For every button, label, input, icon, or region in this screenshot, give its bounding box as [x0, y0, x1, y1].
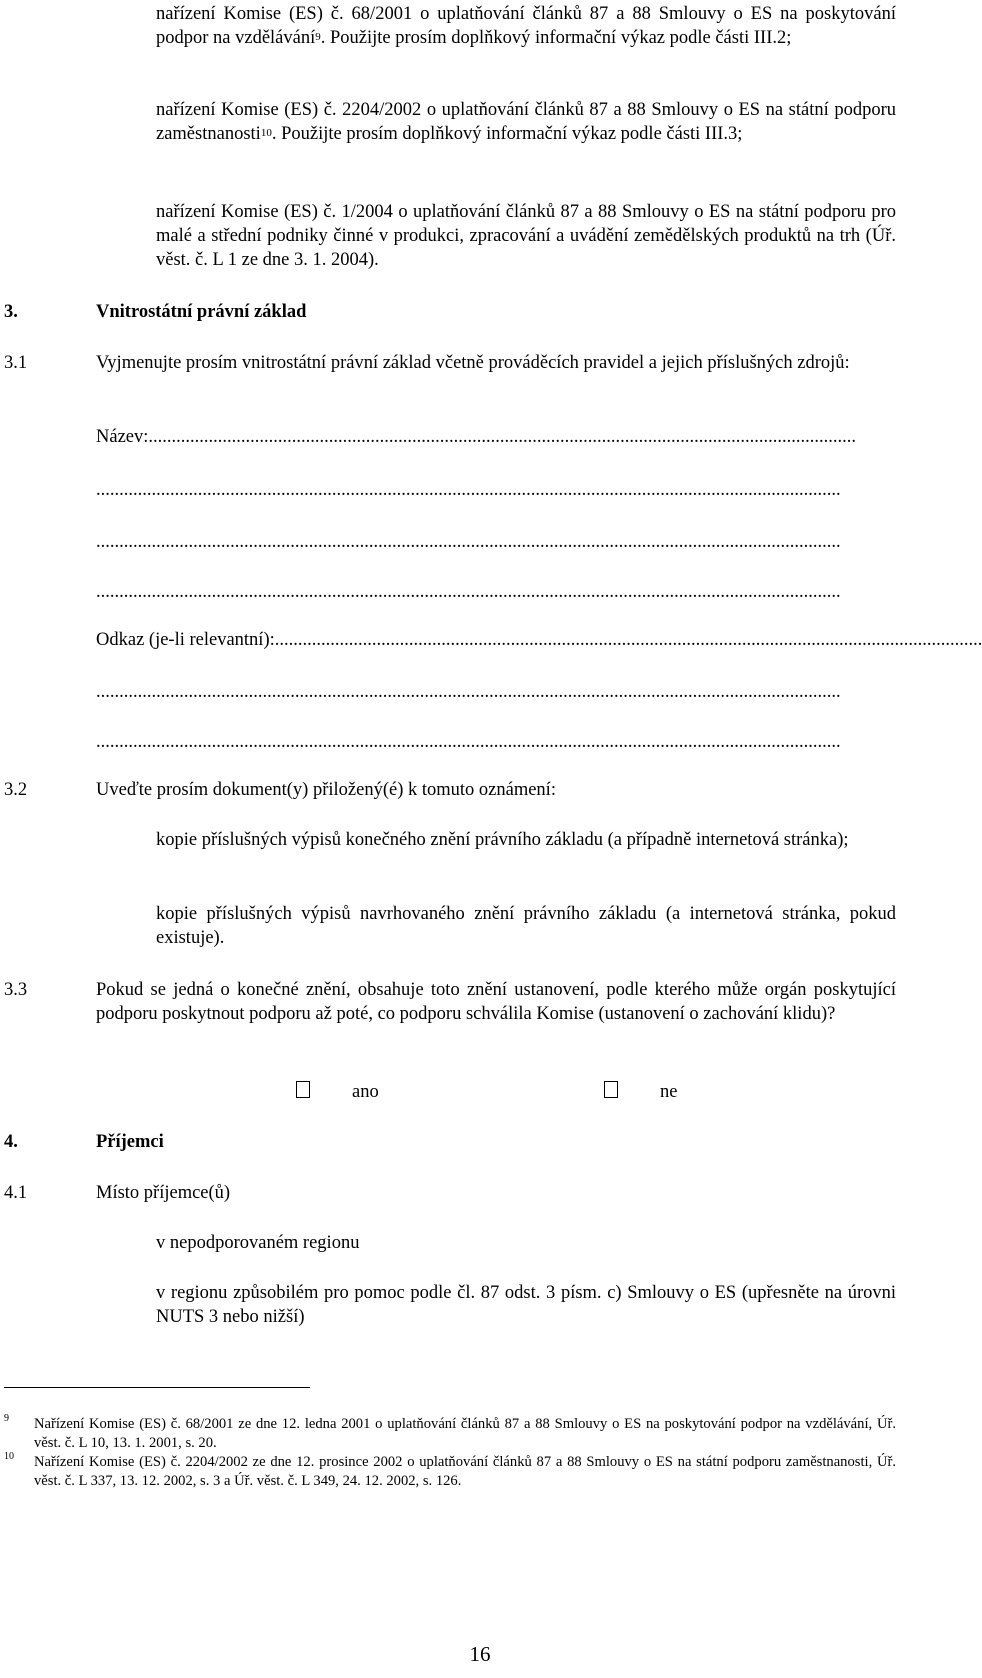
location-option-non-assisted-label: v nepodporovaném regionu	[156, 1233, 360, 1253]
section-3-number: 3.	[4, 302, 18, 322]
name-label: Název:	[96, 427, 149, 447]
regulation-item-3	[156, 200, 896, 272]
footnote-9-number: 9	[4, 1413, 9, 1424]
question-3-3-text: Pokud se jedná o konečné znění, obsahuje toto znění ustanovení, podle kterého může orgán poskytující podporu poskytnout podporu až poté, co podporu schválila Komise (ustanovení o zachování klidu)?	[96, 980, 896, 1024]
attachment-option-final[interactable]	[156, 828, 896, 852]
reference-field[interactable]: Odkaz (je-li relevantní):.........................................................................................................................................................	[96, 630, 982, 650]
attachment-option-draft-label: kopie příslušných výpisů navrhovaného znění právního základu (a internetová stránka, pokud existuje).	[156, 904, 896, 948]
regulation-item-1-tail: . Použijte prosím doplňkový informační výkaz podle části III.2;	[320, 28, 792, 48]
location-option-assisted[interactable]	[156, 1281, 896, 1329]
section-3-title: Vnitrostátní právní základ	[96, 302, 307, 322]
footnote-ref-9[interactable]: 9	[315, 31, 321, 43]
standstill-yes-option[interactable]	[296, 1080, 379, 1104]
checkbox-no-icon[interactable]	[604, 1081, 618, 1098]
footnote-10-number: 10	[4, 1451, 14, 1462]
regulation-item-1	[156, 2, 896, 50]
name-field-line-4[interactable]: .................................................................................................................................................................	[96, 582, 841, 602]
footnote-9-text: Nařízení Komise (ES) č. 68/2001 ze dne 12. ledna 2001 o uplatňování článků 87 a 88 Smlouvy o ES na poskytování podpor na vzdělávání, Úř. věst. č. L 10, 13. 1. 2001, s. 20.	[34, 1416, 896, 1451]
name-field-line-2[interactable]: .................................................................................................................................................................	[96, 480, 841, 500]
footnote-ref-10[interactable]: 10	[260, 127, 272, 139]
section-4-title: Příjemci	[96, 1132, 164, 1152]
question-3-1-text: Vyjmenujte prosím vnitrostátní právní základ včetně prováděcích pravidel a jejich příslušných zdrojů:	[96, 353, 850, 373]
regulation-item-2	[156, 98, 896, 146]
attachment-option-final-label: kopie příslušných výpisů konečného znění právního základu (a případně internetová stránka);	[156, 830, 849, 850]
reference-field-line-2[interactable]: .................................................................................................................................................................	[96, 682, 841, 702]
section-4-number: 4.	[4, 1132, 18, 1152]
checkbox-yes-icon[interactable]	[296, 1081, 310, 1098]
no-label: ne	[660, 1082, 678, 1102]
footnote-10-text: Nařízení Komise (ES) č. 2204/2002 ze dne 12. prosince 2002 o uplatňování článků 87 a 88 Smlouvy o ES na státní podporu zaměstnanosti, Úř. věst. č. L 337, 13. 12. 2002, s. 3 a Úř. věst. č. L 349, 24. 12. 2002, s. 126.	[34, 1454, 896, 1489]
question-3-3-number: 3.3	[4, 980, 28, 1000]
regulation-item-2-tail: . Použijte prosím doplňkový informační výkaz podle části III.3;	[271, 124, 743, 144]
question-4-1-number: 4.1	[4, 1183, 28, 1203]
footnote-separator	[4, 1387, 310, 1388]
regulation-item-3-text: nařízení Komise (ES) č. 1/2004 o uplatňování článků 87 a 88 Smlouvy o ES na státní podporu pro malé a střední podniky činné v produkci, zpracování a uvádění zemědělských produktů na trh (Úř. věst. č. L 1 ze dne 3. 1. 2004).	[156, 202, 896, 270]
question-3-2-text: Uveďte prosím dokument(y) přiložený(é) k tomuto oznámení:	[96, 780, 556, 800]
yes-label: ano	[352, 1082, 379, 1102]
name-field-line-3[interactable]: .................................................................................................................................................................	[96, 532, 841, 552]
name-field[interactable]: Název:.........................................................................................................................................................	[96, 427, 857, 447]
attachment-option-draft[interactable]	[156, 902, 896, 950]
question-3-2-number: 3.2	[4, 780, 28, 800]
standstill-no-option[interactable]	[604, 1080, 677, 1104]
question-4-1-text: Místo příjemce(ů)	[96, 1183, 231, 1203]
reference-field-line-3[interactable]: .................................................................................................................................................................	[96, 732, 841, 752]
regulation-item-1-text: nařízení Komise (ES) č. 68/2001 o uplatňování článků 87 a 88 Smlouvy o ES na poskytování podpor na vzdělávání	[156, 4, 896, 48]
page-number: 16	[469, 1642, 491, 1666]
location-option-assisted-label: v regionu způsobilém pro pomoc podle čl. 87 odst. 3 písm. c) Smlouvy o ES (upřesněte na úrovni NUTS 3 nebo nižší)	[156, 1283, 896, 1327]
reference-label: Odkaz (je-li relevantní):	[96, 630, 275, 650]
location-option-non-assisted[interactable]	[156, 1231, 359, 1255]
question-3-1-number: 3.1	[4, 353, 28, 373]
regulation-item-2-text: nařízení Komise (ES) č. 2204/2002 o uplatňování článků 87 a 88 Smlouvy o ES na státní podporu zaměstnanosti	[156, 100, 896, 144]
